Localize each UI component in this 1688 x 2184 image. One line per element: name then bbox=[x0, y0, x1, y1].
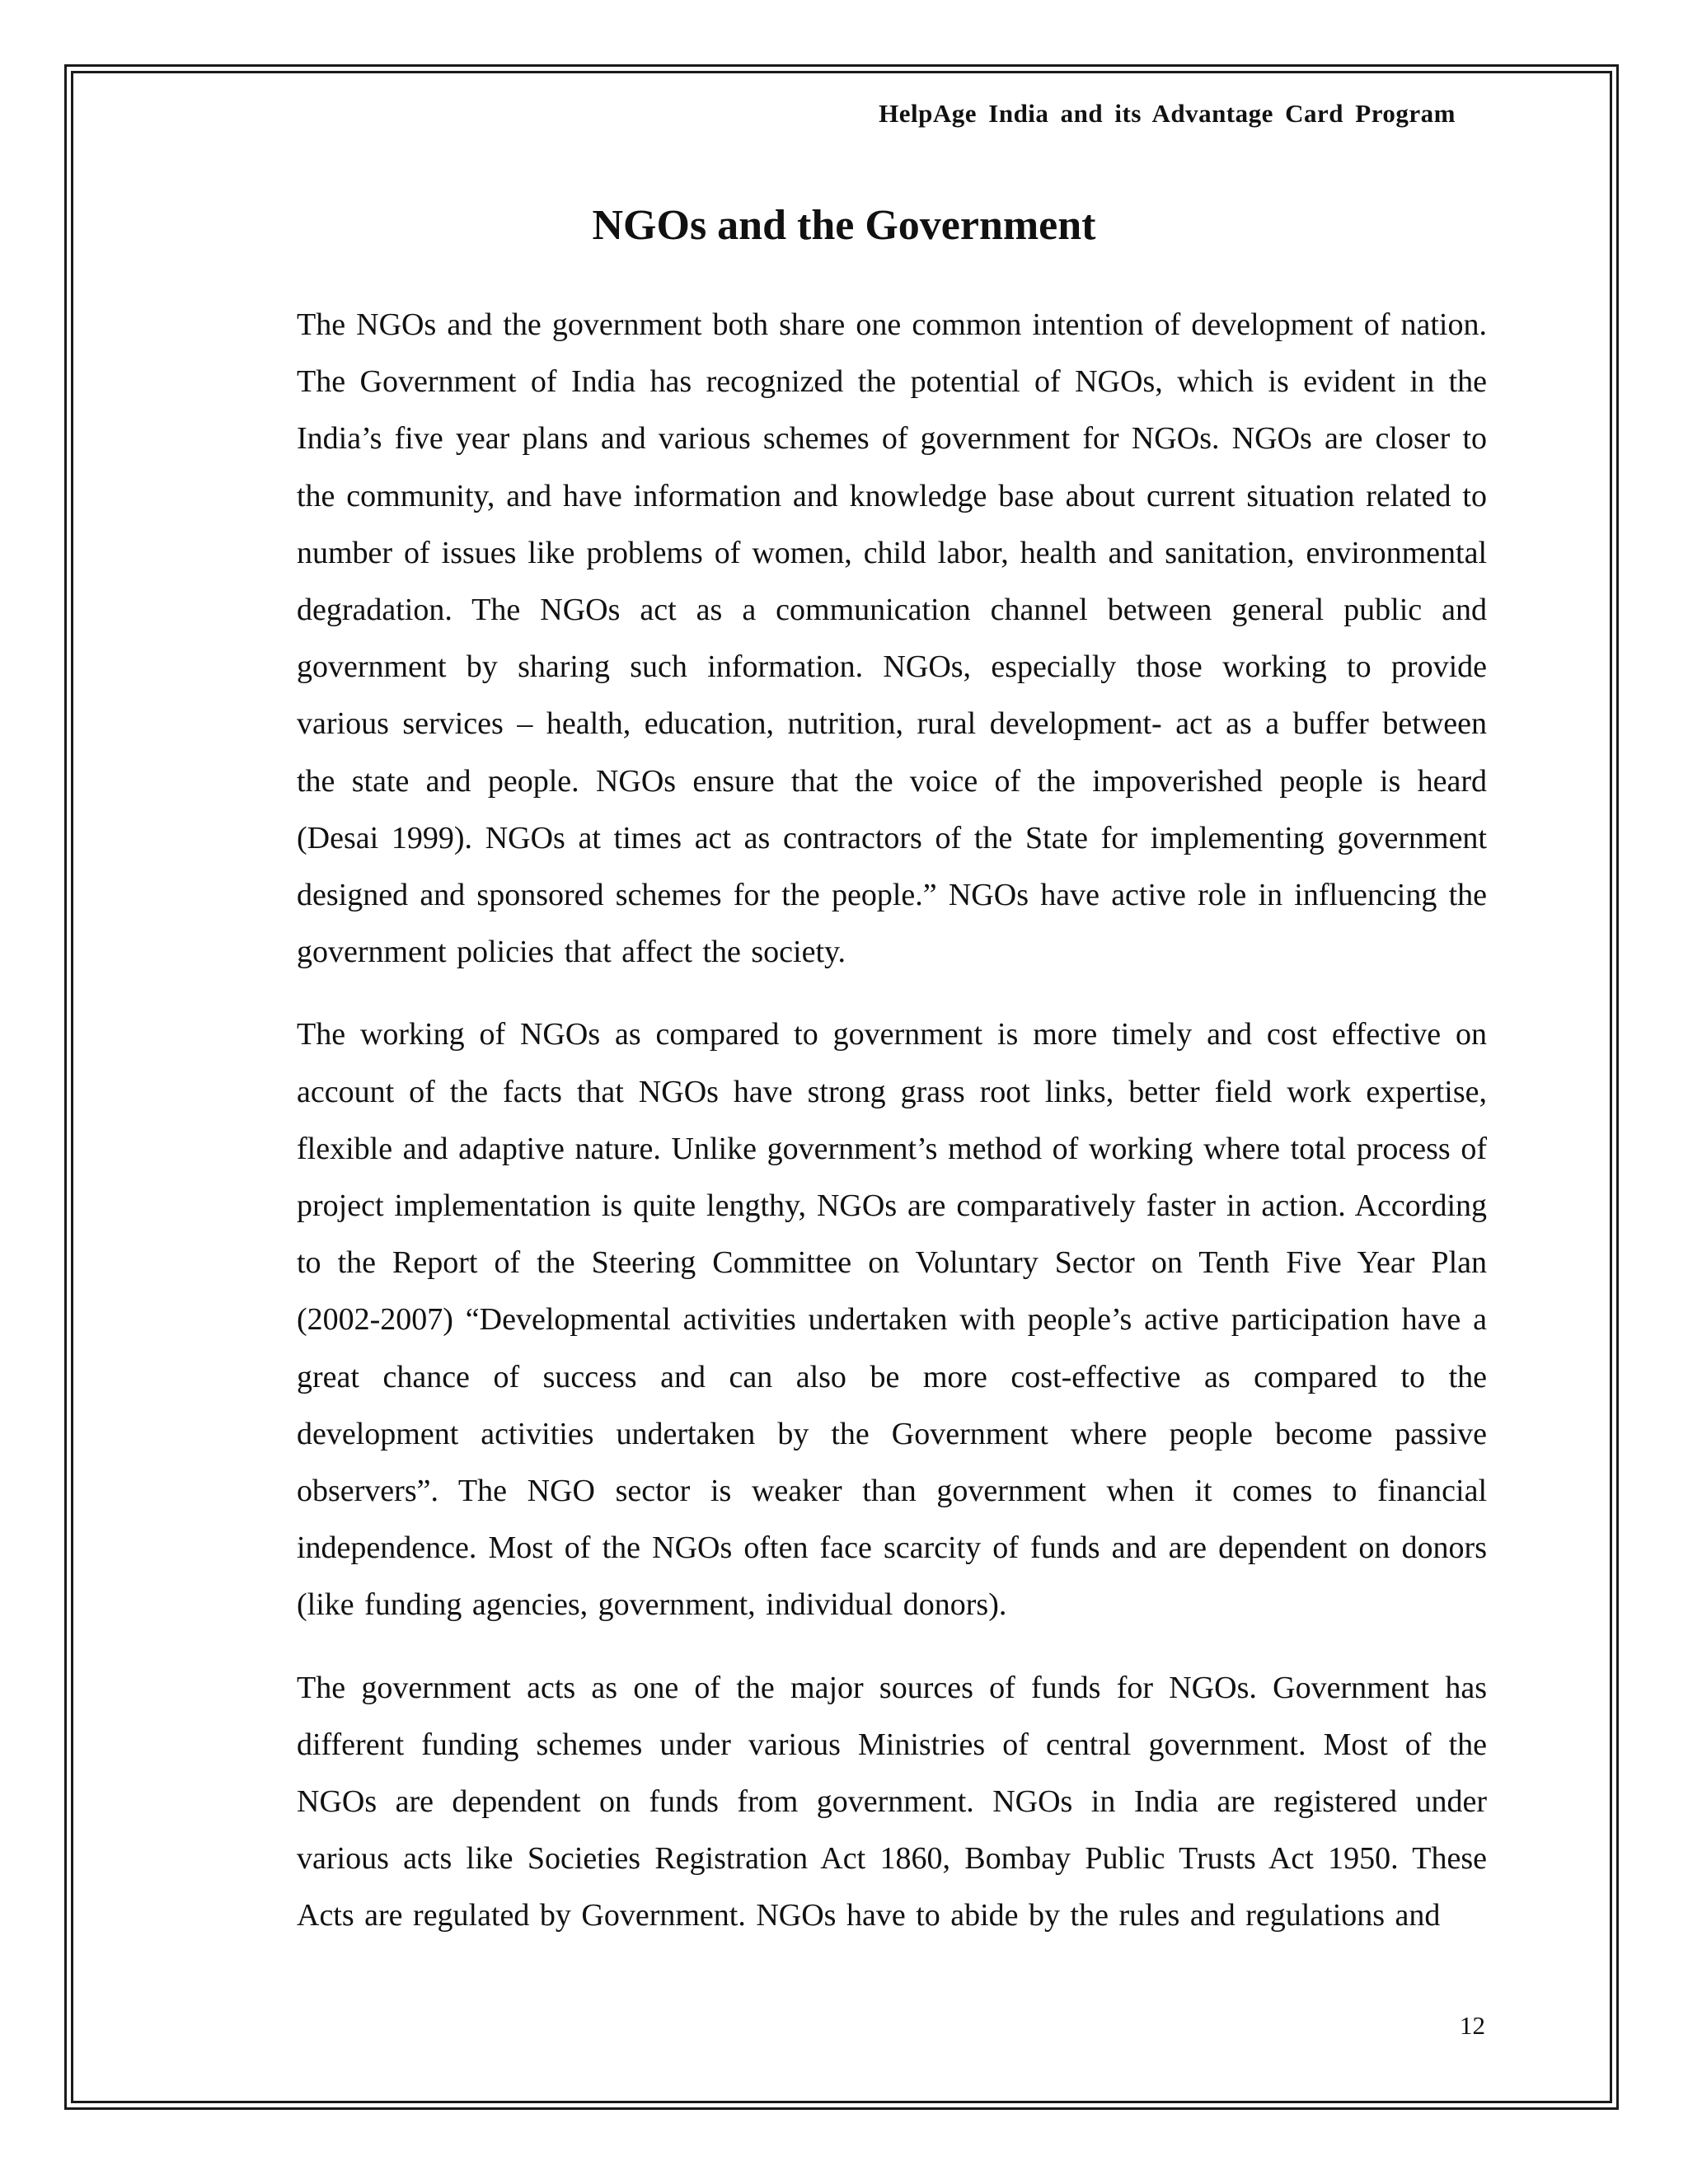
paragraph: The NGOs and the government both share one common intention of development of nation. The Government of India has recognized the potential of NGOs, which is evident in the India’s five year plans and various schemes of government for NGOs. NGOs are closer to the community, and have information and knowledge base about current situation related to number of issues like problems of women, child labor, health and sanitation, environmental degradation. The NGOs act as a communication channel between general public and government by sharing such information. NGOs, especially those working to provide various services – health, education, nutrition, rural development- act as a buffer between the state and people. NGOs ensure that the voice of the impoverished people is heard (Desai 1999). NGOs at times act as contractors of the State for implementing government designed and sponsored schemes for the people.” NGOs have active role in influencing the government policies that affect the society. bbox=[297, 307, 1487, 970]
page-number: 12 bbox=[1460, 2011, 1485, 2040]
paragraph: The working of NGOs as compared to government is more timely and cost effective on account of the facts that NGOs have strong grass root links, better field work expertise, flexible and adaptive nature. Unlike government’s method of working where total process of project implementation is quite lengthy, NGOs are comparatively faster in action. According to the Report of the Steering Committee on Voluntary Sector on Tenth Five Year Plan (2002-2007) “Developmental activities undertaken with people’s active participation have a great chance of success and can also be more cost-effective as compared to the development activities undertaken by the Government where people become passive observers”. The NGO sector is weaker than government when it comes to financial independence. Most of the NGOs often face scarcity of funds and are dependent on donors (like funding agencies, government, individual donors). bbox=[297, 1017, 1487, 1623]
paragraph: The government acts as one of the major sources of funds for NGOs. Government has different funding schemes under various Ministries of central government. Most of the NGOs are dependent on funds from government. NGOs in India are registered under various acts like Societies Registration Act 1860, Bombay Public Trusts Act 1950. These Acts are regulated by Government. NGOs have to abide by the rules and regulations and bbox=[297, 1670, 1487, 1933]
running-header: HelpAge India and its Advantage Card Program bbox=[879, 99, 1456, 128]
body-text bbox=[297, 297, 1487, 1971]
page-title: NGOs and the Government bbox=[592, 202, 1096, 249]
